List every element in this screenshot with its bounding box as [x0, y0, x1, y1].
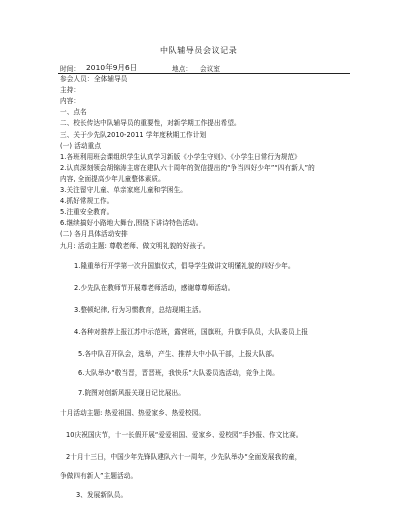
activity-line: 3、发展新队员。: [76, 491, 128, 499]
focus-line: 5.注重安全教育。: [60, 208, 114, 216]
focus-line: 内容, 全面提高少年儿童整体素质。: [60, 175, 165, 183]
focus-line: 4.抓好常规工作。: [60, 197, 114, 205]
activity-line: 2.少先队在教师节开展尊老师活动，感谢尊尊师活动。: [74, 284, 235, 292]
activity-line: 5.各中队召开队会，选举，产生、推荐大中小队干部，上报大队部。: [78, 350, 279, 358]
place-label: 地点：: [172, 65, 193, 73]
attendees-label: 参会人员：: [60, 75, 94, 83]
month-theme: 十月活动主题: 热爱祖国、热爱家乡、热爱校园。: [60, 409, 206, 417]
section-heading: (二) 各月具体活动安排: [60, 230, 128, 238]
content-label: 内容：: [60, 97, 81, 105]
activity-line: 3.整顿纪律, 行为习惯教育，总结现期主活。: [74, 306, 206, 314]
attendees-value: 全体辅导员: [94, 75, 128, 83]
agenda-item: 一、点名: [60, 108, 87, 116]
activity-line: 2十月十三日，中国少年先锋队建队六十一周年，少先队举办“全面发展我的童，: [66, 453, 302, 461]
agenda-item: 三、关于少先队2010-2011 学年度秋期工作计划: [60, 131, 207, 139]
activity-line: 争做四有新人”主题活动。: [60, 472, 138, 480]
activity-line: 4.各种对推荐上报江苏中示范班，露营班，国旗班，升旗手队员，大队委员上报: [74, 328, 309, 336]
focus-line: 3.关注留守儿童、单亲家庭儿童和学困生。: [60, 186, 187, 194]
place-value: 会议室: [200, 65, 221, 73]
month-theme: 九月: 活动主题: 尊敬老师、做文明礼貌的好孩子。: [60, 242, 210, 250]
time-value: 2010年9月6日: [86, 63, 138, 72]
agenda-item: 二、校长传达中队辅导员的重要性，对新学期工作提出希望。: [60, 119, 241, 127]
activity-line: 10庆祝国庆节，十一长假开展“爱爱祖国、爱家乡、爱校园”手抄报、作文比赛。: [66, 431, 303, 439]
focus-line: 2.认真深刻领会胡锦涛主席在建队六十周年的贺信提出的“争当四好少年”“四有新人”的: [60, 164, 315, 172]
header-underline: [58, 73, 350, 74]
section-heading: (一) 活动重点: [60, 142, 102, 150]
activity-line: 1.隆重举行开学第一次升国旗仪式，倡导学生做讲文明懂礼貌的四好少年。: [74, 262, 295, 270]
host-label: 主持：: [60, 86, 81, 94]
activity-line: 6.大队举办“敬当晋，晋晋班，我快乐”大队委员选活动，竞争上岗。: [78, 369, 279, 377]
time-label: 时间：: [60, 65, 81, 73]
focus-line: 6.继续搞好小路地大舞台,围绕下讲诗特色活动。: [60, 219, 203, 227]
document-title: 中队辅导员会议记录: [160, 46, 238, 55]
activity-line: 7.院图对创新风报关现日记比展出。: [78, 389, 185, 397]
focus-line: 1.各班利用班会课组织学生认真学习新版《小学生守则》、《小学生日常行为规范》: [60, 153, 301, 161]
